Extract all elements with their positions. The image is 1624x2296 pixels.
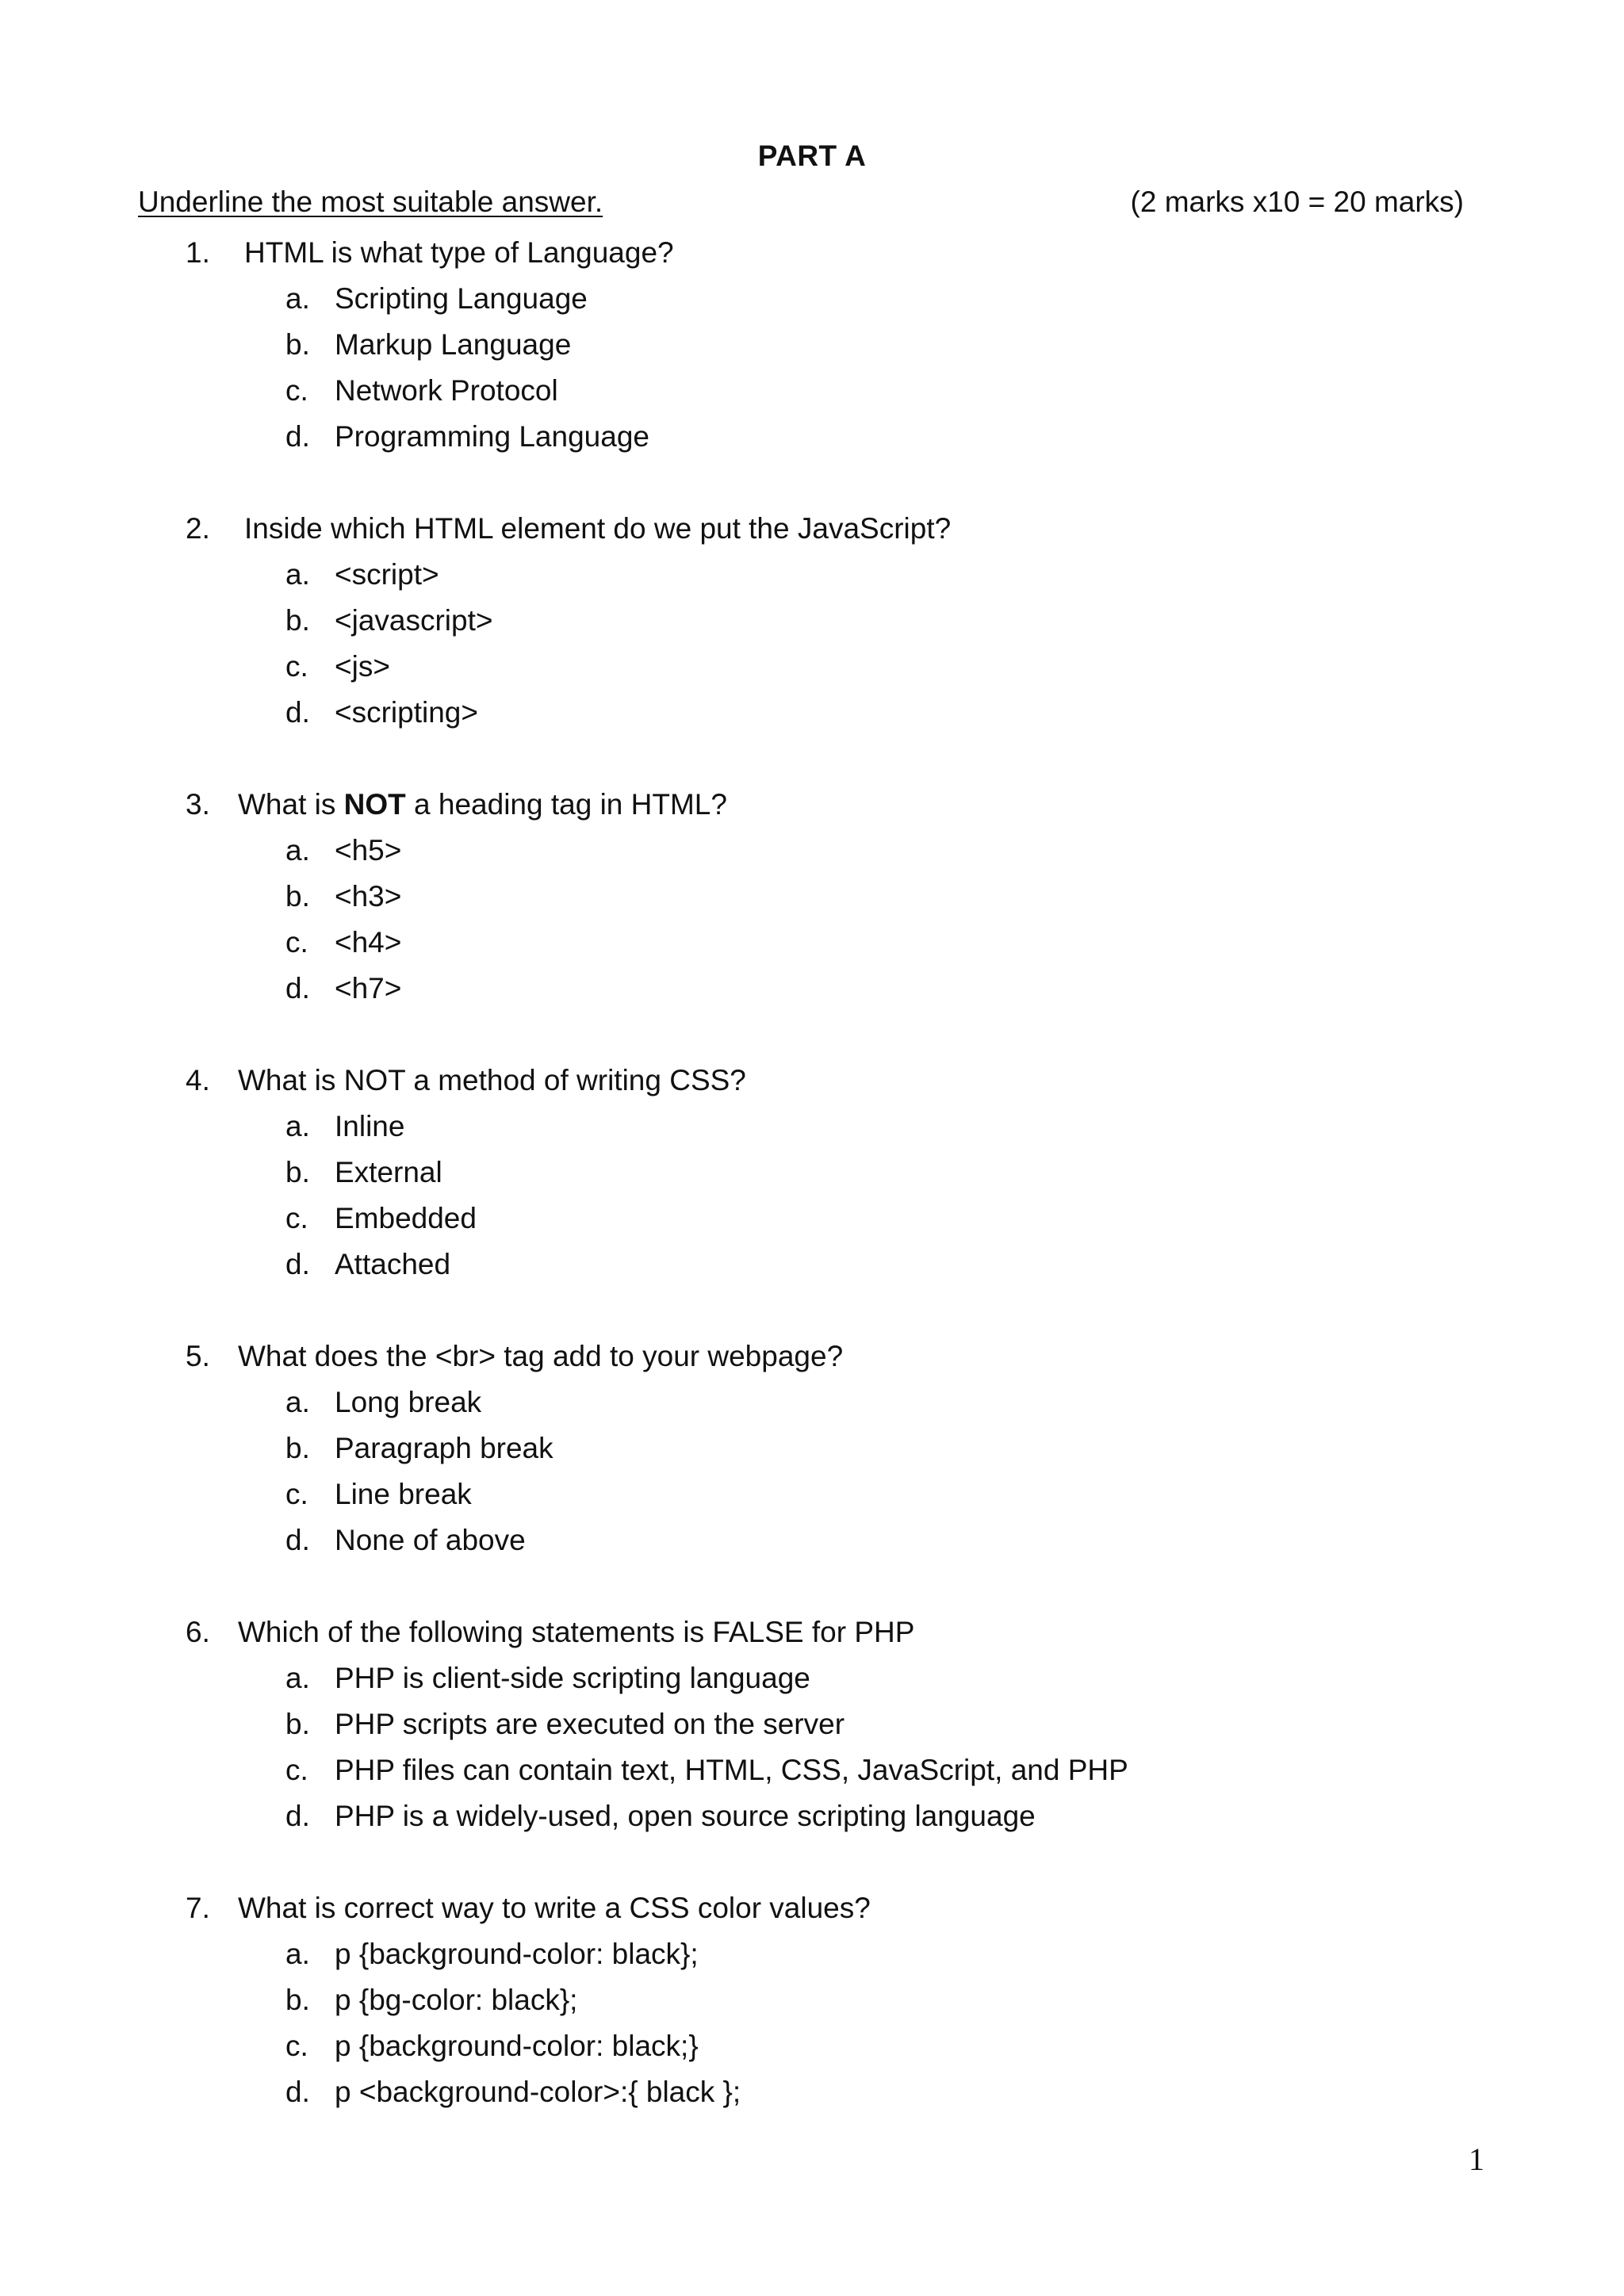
answer-option [0, 276, 1624, 322]
answer-option [0, 1150, 1624, 1196]
question-3 [0, 782, 1624, 1012]
option-text: Network Protocol [335, 374, 558, 407]
question-2 [0, 506, 1624, 736]
question-text [244, 230, 674, 276]
option-text: Markup Language [335, 328, 572, 361]
option-text: Scripting Language [335, 282, 588, 315]
option-text: p {background-color: black}; [335, 1938, 699, 1970]
answer-option [0, 552, 1624, 598]
question-line [0, 230, 1624, 276]
answer-option [0, 644, 1624, 690]
answer-option [0, 1242, 1624, 1288]
question-text [238, 782, 727, 828]
option-text: PHP is a widely-used, open source scripting language [335, 1800, 1036, 1832]
question-number: 3. [186, 788, 210, 821]
question-line [0, 1609, 1624, 1655]
option-letter: d. [285, 2076, 310, 2108]
option-letter: c. [285, 374, 308, 407]
option-text: <h3> [335, 880, 402, 913]
option-text: Paragraph break [335, 1432, 553, 1464]
option-letter: c. [285, 650, 308, 683]
answer-option [0, 1425, 1624, 1471]
answer-option [0, 1471, 1624, 1517]
answer-option [0, 1655, 1624, 1701]
question-line [0, 506, 1624, 552]
question-text-part: a heading tag in HTML? [405, 788, 727, 821]
answer-option [0, 1104, 1624, 1150]
question-text-part: HTML is what type of Language? [244, 236, 674, 269]
answer-option [0, 1517, 1624, 1563]
option-letter: b. [285, 604, 310, 637]
option-text: p <background-color>:{ black }; [335, 2076, 741, 2108]
instruction-text: Underline the most suitable answer. [138, 186, 603, 218]
option-text: PHP is client-side scripting language [335, 1662, 810, 1694]
option-text: Programming Language [335, 420, 649, 453]
option-letter: d. [285, 1524, 310, 1556]
answer-option [0, 1793, 1624, 1839]
question-number: 5. [186, 1340, 210, 1372]
question-line [0, 1334, 1624, 1380]
question-text [238, 1334, 843, 1380]
answer-option [0, 598, 1624, 644]
answer-option [0, 1380, 1624, 1425]
question-line [0, 782, 1624, 828]
option-letter: c. [285, 1478, 308, 1510]
question-text-part: What is NOT a method of writing CSS? [238, 1064, 746, 1096]
answer-option [0, 1701, 1624, 1747]
option-text: None of above [335, 1524, 526, 1556]
answer-option [0, 2023, 1624, 2069]
option-text: <scripting> [335, 696, 478, 729]
option-letter: a. [285, 1938, 310, 1970]
question-number: 2. [186, 512, 210, 545]
question-1 [0, 230, 1624, 460]
option-letter: d. [285, 696, 310, 729]
question-7 [0, 1885, 1624, 2115]
question-text-part: Which of the following statements is FALSE for PHP [238, 1616, 915, 1648]
option-text: <js> [335, 650, 390, 683]
marks-allocation: (2 marks x10 = 20 marks) [1130, 186, 1464, 218]
question-4 [0, 1058, 1624, 1288]
option-letter: b. [285, 1432, 310, 1464]
option-text: <h7> [335, 972, 402, 1004]
option-letter: d. [285, 1248, 310, 1280]
option-letter: d. [285, 420, 310, 453]
option-letter: b. [285, 1984, 310, 2016]
question-5 [0, 1334, 1624, 1563]
option-text: PHP scripts are executed on the server [335, 1708, 845, 1740]
question-text [238, 1058, 746, 1104]
option-text: Attached [335, 1248, 451, 1280]
option-letter: a. [285, 1386, 310, 1418]
answer-option [0, 1196, 1624, 1242]
option-text: <script> [335, 558, 439, 591]
option-letter: c. [285, 1202, 308, 1234]
option-text: p {background-color: black;} [335, 2030, 699, 2062]
option-letter: a. [285, 834, 310, 867]
question-6 [0, 1609, 1624, 1839]
question-line [0, 1058, 1624, 1104]
option-letter: b. [285, 880, 310, 913]
option-letter: c. [285, 926, 308, 959]
page-title: PART A [757, 140, 867, 172]
option-text: <h4> [335, 926, 402, 959]
option-letter: d. [285, 972, 310, 1004]
question-text-part: What is [238, 788, 344, 821]
answer-option [0, 920, 1624, 966]
option-text: Inline [335, 1110, 405, 1142]
answer-option [0, 1977, 1624, 2023]
answer-option [0, 368, 1624, 414]
question-text-part: What is correct way to write a CSS color values? [238, 1892, 871, 1924]
answer-option [0, 322, 1624, 368]
option-text: p {bg-color: black}; [335, 1984, 578, 2016]
option-text: <javascript> [335, 604, 493, 637]
answer-option [0, 690, 1624, 736]
page-number: 1 [1469, 2141, 1484, 2177]
option-text: Long break [335, 1386, 482, 1418]
option-letter: a. [285, 282, 310, 315]
option-letter: a. [285, 1662, 310, 1694]
question-emphasis: NOT [343, 788, 406, 821]
option-text: Line break [335, 1478, 472, 1510]
option-text: External [335, 1156, 442, 1188]
answer-option [0, 414, 1624, 460]
option-letter: a. [285, 558, 310, 591]
answer-option [0, 2069, 1624, 2115]
question-line [0, 1885, 1624, 1931]
answer-option [0, 1747, 1624, 1793]
question-text-part: What does the <br> tag add to your webpage? [238, 1340, 844, 1372]
option-letter: b. [285, 1156, 310, 1188]
question-text [244, 506, 951, 552]
instruction-row [138, 186, 1464, 225]
answer-option [0, 874, 1624, 920]
option-text: <h5> [335, 834, 402, 867]
question-text [238, 1885, 871, 1931]
option-text: Embedded [335, 1202, 477, 1234]
question-number: 7. [186, 1892, 210, 1924]
question-number: 6. [186, 1616, 210, 1648]
question-text [238, 1609, 914, 1655]
option-letter: a. [285, 1110, 310, 1142]
option-letter: b. [285, 328, 310, 361]
option-letter: b. [285, 1708, 310, 1740]
answer-option [0, 1931, 1624, 1977]
question-text-part: Inside which HTML element do we put the JavaScript? [244, 512, 952, 545]
answer-option [0, 828, 1624, 874]
option-letter: c. [285, 2030, 308, 2062]
option-letter: d. [285, 1800, 310, 1832]
question-number: 4. [186, 1064, 210, 1096]
option-text: PHP files can contain text, HTML, CSS, JavaScript, and PHP [335, 1754, 1128, 1786]
question-number: 1. [186, 236, 210, 269]
answer-option [0, 966, 1624, 1012]
option-letter: c. [285, 1754, 308, 1786]
question-list [0, 230, 1624, 2161]
